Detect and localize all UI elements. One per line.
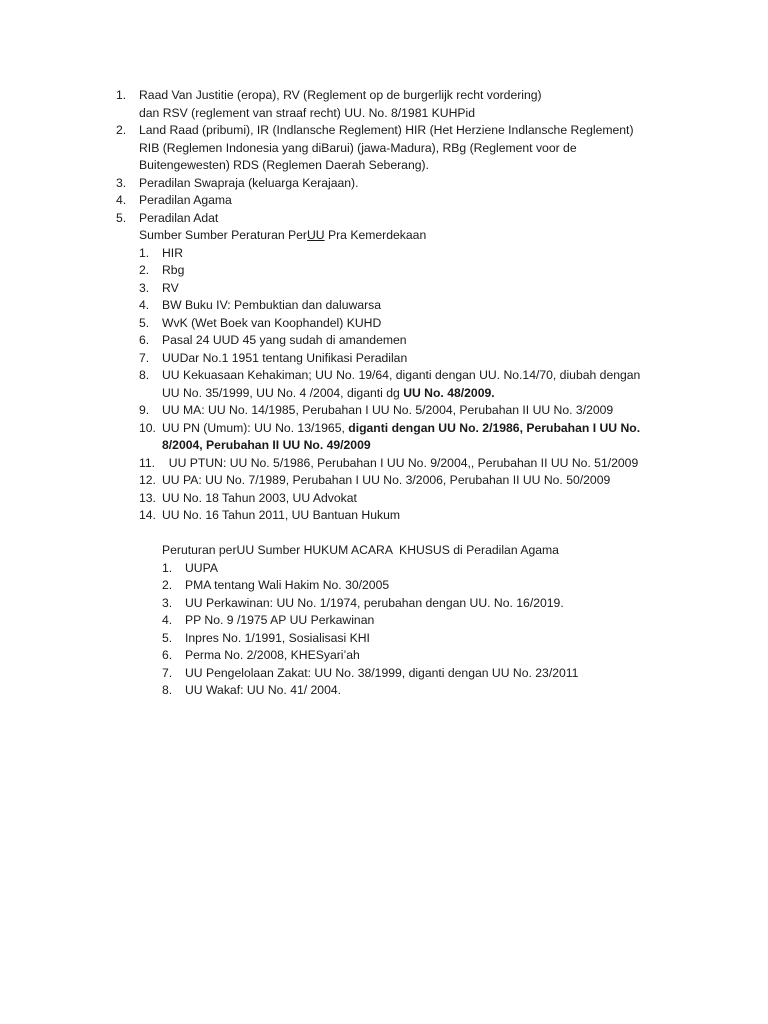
- list-item: [162, 630, 676, 648]
- main-list: [116, 87, 676, 700]
- list-item: [162, 665, 676, 683]
- item-text: UU Kekuasaan Kehakiman; UU No. 19/64, diganti dengan UU. No.14/70, diubah dengan: [162, 368, 641, 382]
- item-text: Peradilan Swapraja (keluarga Kerajaan).: [139, 175, 359, 190]
- item-text: UU PA: UU No. 7/1989, Perubahan I UU No. 3/2006, Perubahan II UU No. 50/2009: [162, 473, 611, 487]
- item-text: Perma No. 2/2008, KHESyari’ah: [185, 648, 360, 662]
- list-item: [139, 402, 676, 420]
- list-item: [162, 577, 676, 595]
- item-text: UU Perkawinan: UU No. 1/1974, perubahan dengan UU. No. 16/2019.: [185, 595, 564, 610]
- item-number: 7.: [139, 350, 150, 365]
- item-number: 5.: [139, 315, 150, 330]
- item-text: UUDar No.1 1951 tentang Unifikasi Peradilan: [162, 350, 408, 365]
- list-item: [139, 455, 676, 473]
- list-item: [139, 332, 676, 350]
- section-heading: Peruturan perUU Sumber HUKUM ACARA KHUSUS di Peradilan Agama: [162, 543, 559, 557]
- list-item: [116, 122, 676, 175]
- item-text: Peradilan Agama: [139, 193, 232, 207]
- item-text: Land Raad (pribumi), IR (Indlansche Reglement) HIR (Het Herziene Indlansche Reglement): [139, 123, 634, 137]
- item-number: 10.: [139, 420, 156, 435]
- item-text: UU No. 16 Tahun 2011, UU Bantuan Hukum: [162, 508, 401, 522]
- item-number: 4.: [116, 193, 127, 207]
- item-text: UU Wakaf: UU No. 41/ 2004.: [185, 683, 342, 697]
- item-number: 11.: [139, 455, 156, 470]
- list-item: [116, 192, 676, 210]
- item-text: WvK (Wet Boek van Koophandel) KUHD: [162, 315, 382, 330]
- item-text: dan RSV (reglement van straaf recht) UU. No. 8/1981 KUHPid: [139, 105, 475, 120]
- sumber-list: [139, 245, 676, 525]
- item-text: UU Pengelolaan Zakat: UU No. 38/1999, diganti dengan UU No. 23/2011: [185, 665, 579, 680]
- item-text: PP No. 9 /1975 AP UU Perkawinan: [185, 613, 375, 627]
- khusus-list: [162, 560, 676, 700]
- item-number: 8.: [139, 368, 150, 382]
- item-number: 2.: [162, 578, 173, 592]
- item-number: 3.: [162, 595, 173, 610]
- item-text: UU No. 35/1999, UU No. 4 /2004, diganti dg UU No. 48/2009.: [162, 385, 495, 400]
- item-text: PMA tentang Wali Hakim No. 30/2005: [185, 578, 390, 592]
- list-item: [139, 280, 676, 298]
- item-number: 14.: [139, 508, 156, 522]
- item-text: BW Buku IV: Pembuktian dan daluwarsa: [162, 298, 382, 312]
- item-number: 2.: [116, 123, 127, 137]
- list-item: [139, 297, 676, 315]
- list-item: [162, 560, 676, 578]
- item-number: 3.: [116, 175, 127, 190]
- item-number: 13.: [139, 490, 156, 505]
- item-text: Pasal 24 UUD 45 yang sudah di amandemen: [162, 333, 407, 347]
- list-item: [162, 682, 676, 700]
- item-text: RV: [162, 280, 179, 295]
- item-text: UU PN (Umum): UU No. 13/1965, diganti dengan UU No. 2/1986, Perubahan I UU No.: [162, 420, 641, 435]
- item-text: UU No. 18 Tahun 2003, UU Advokat: [162, 490, 357, 505]
- item-number: 4.: [162, 613, 173, 627]
- item-number: 4.: [139, 298, 150, 312]
- item-number: 3.: [139, 280, 150, 295]
- item-text: UUPA: [185, 560, 218, 575]
- item-text: Rbg: [162, 263, 185, 277]
- list-item: [139, 472, 676, 490]
- list-item: [116, 175, 676, 193]
- item-number: 2.: [139, 263, 150, 277]
- item-number: 1.: [139, 245, 150, 260]
- list-item: [139, 350, 676, 368]
- list-item: [162, 612, 676, 630]
- list-item: [162, 647, 676, 665]
- list-item: [116, 210, 676, 228]
- item-text: HIR: [162, 245, 183, 260]
- item-text: UU MA: UU No. 14/1985, Perubahan I UU No. 5/2004, Perubahan II UU No. 3/2009: [162, 403, 614, 417]
- item-text: 8/2004, Perubahan II UU No. 49/2009: [162, 438, 371, 452]
- item-text: Inpres No. 1/1991, Sosialisasi KHI: [185, 630, 370, 645]
- item-number: 1.: [116, 88, 127, 102]
- item-text: Peradilan Adat: [139, 210, 219, 225]
- item-text: RIB (Reglemen Indonesia yang diBarui) (jawa-Madura), RBg (Reglement voor de: [139, 140, 577, 155]
- list-item: [139, 262, 676, 280]
- list-item: [116, 87, 676, 122]
- list-item: [162, 595, 676, 613]
- item-text: Buitengewesten) RDS (Reglemen Daerah Seberang).: [139, 158, 429, 172]
- item-number: 5.: [162, 630, 173, 645]
- list-item: [139, 367, 676, 402]
- item-text: Raad Van Justitie (eropa), RV (Reglement op de burgerlijk recht vordering): [139, 88, 542, 102]
- list-item: [139, 420, 676, 455]
- item-number: 5.: [116, 210, 127, 225]
- item-number: 9.: [139, 403, 150, 417]
- section-heading: Sumber Sumber Peraturan PerUU Pra Kemerdekaan: [139, 228, 427, 242]
- item-number: 1.: [162, 560, 173, 575]
- item-text: UU PTUN: UU No. 5/1986, Perubahan I UU No. 9/2004,, Perubahan II UU No. 51/2009: [162, 455, 639, 470]
- item-number: 8.: [162, 683, 173, 697]
- list-item: [139, 490, 676, 508]
- list-item: [139, 245, 676, 263]
- list-item: [139, 315, 676, 333]
- item-number: 12.: [139, 473, 156, 487]
- item-number: 6.: [162, 648, 173, 662]
- item-number: 7.: [162, 665, 173, 680]
- item-number: 6.: [139, 333, 150, 347]
- list-item: [139, 507, 676, 525]
